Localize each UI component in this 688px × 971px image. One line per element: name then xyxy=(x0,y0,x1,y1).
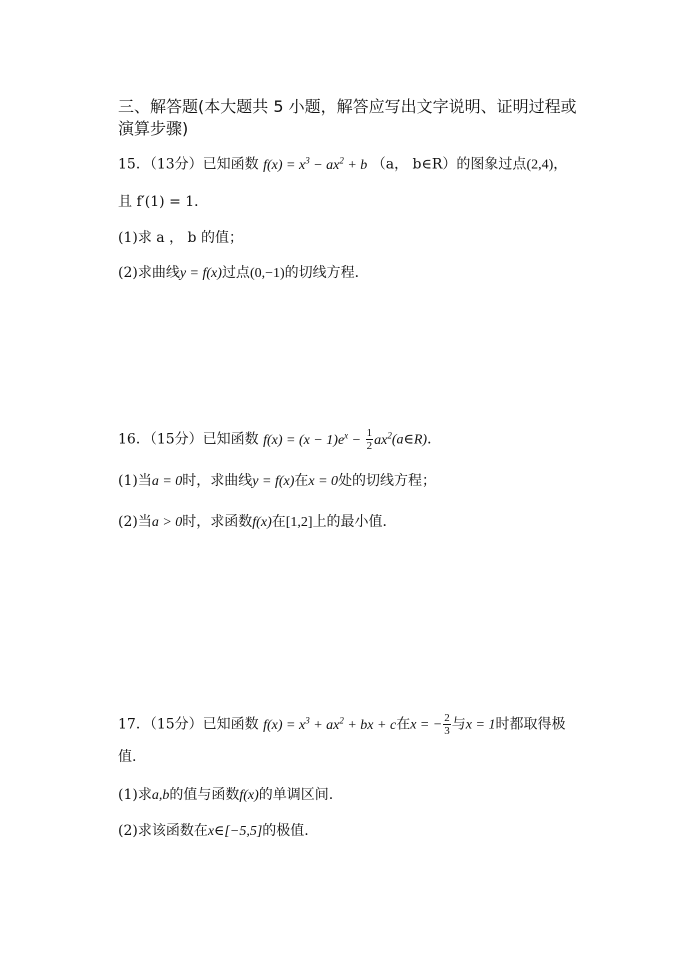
problem-15-part-2 xyxy=(118,264,369,283)
problem-15-condition: （a， b∈R）的图象过点 xyxy=(371,156,527,173)
problem-16-function: $f(x) = (x - 1)e^x$ − xyxy=(263,430,365,448)
problem-16-part-1-func: y = f(x) xyxy=(252,474,295,489)
problem-17-part-2-prefix: (2)求该函数在 xyxy=(118,823,208,839)
problem-17-x2: x = 1 xyxy=(465,717,496,733)
problem-15-part-2-mid: 过点 xyxy=(221,265,250,281)
problem-15-line2: 且 f′(1) = 1． xyxy=(118,194,209,210)
problem-15-part-2-end: 的切线方程． xyxy=(284,265,369,281)
section-title-line1: 三、解答题(本大题共 5 小题，解答应写出文字说明、证明过程或 xyxy=(118,97,577,116)
problem-16-number: 16．（15分） xyxy=(118,431,203,448)
problem-15-stem-prefix: 已知函数 xyxy=(202,156,259,173)
problem-17-part-1-mid: 的值与函数 xyxy=(169,787,240,803)
problem-17-function: $f(x) = x^3 + ax^2$ + bx + c xyxy=(263,715,397,733)
problem-17-fraction: $\frac{2}{3}$ xyxy=(444,712,450,738)
problem-15-part-2-point: (0,−1) xyxy=(249,266,285,281)
problem-17-part-1 xyxy=(118,786,333,805)
problem-17-line2: 值. xyxy=(118,749,137,765)
section-title-line2: 演算步骤) xyxy=(118,119,189,138)
problem-16-part-2-end: 上的最小值． xyxy=(312,514,397,530)
problem-15-stem xyxy=(118,151,567,175)
problem-17-part-1-vars: a,b xyxy=(151,788,170,803)
problem-17-part-2-cond: x∈[−5,5] xyxy=(207,824,263,839)
problem-17-part-2 xyxy=(118,822,309,841)
problem-16-part-2-interval: [1,2] xyxy=(285,515,313,530)
problem-16-part-2 xyxy=(118,513,397,532)
problem-17-stem xyxy=(118,711,565,737)
problem-16-part-1-end: 处的切线方程； xyxy=(338,473,437,489)
problem-16-part-2-cond: a > 0 xyxy=(151,515,183,530)
problem-16-stem-end: ． xyxy=(427,431,442,448)
section-title xyxy=(118,96,577,118)
problem-15-part-1-text: (1)求 a ， b 的值； xyxy=(118,230,243,246)
problem-15-point: (2,4) xyxy=(526,157,554,173)
problem-16-fraction: $\frac{1}{2}$ xyxy=(366,427,373,453)
problem-15-number: 15．（13分） xyxy=(118,156,203,173)
problem-16-part-1-prefix: (1)当 xyxy=(118,473,152,489)
problem-16-part-2-in: 在 xyxy=(271,514,286,530)
problem-17-and: 与 xyxy=(451,716,466,733)
problem-15-part-2-prefix: (2)求曲线 xyxy=(118,265,180,281)
problem-16-part-1-x: x = 0 xyxy=(308,474,339,489)
problem-15-part-1 xyxy=(118,229,243,247)
problem-16-part-2-prefix: (2)当 xyxy=(118,514,152,530)
problem-17-part-1-end: 的单调区间. xyxy=(258,787,334,803)
problem-16-part-1-mid: 时，求曲线 xyxy=(182,473,253,489)
problem-17-part-1-prefix: (1)求 xyxy=(118,787,152,803)
problem-16-condition: (a∈R) xyxy=(391,432,428,448)
problem-17-x1: x = − xyxy=(410,717,443,733)
problem-16-part-1 xyxy=(118,472,436,491)
problem-17-at: 在 xyxy=(396,716,411,733)
problem-17-part-1-func: f(x) xyxy=(239,788,259,803)
problem-16-stem xyxy=(118,426,441,452)
problem-16-stem-prefix: 已知函数 xyxy=(202,431,259,448)
problem-15-stem-end: ， xyxy=(553,156,568,173)
problem-15-condition-line xyxy=(118,193,208,211)
problem-17-stem-cont xyxy=(118,748,136,766)
problem-15-part-2-curve: y = f(x) xyxy=(179,266,222,281)
problem-17-part-2-end: 的极值. xyxy=(262,823,309,839)
problem-16-part-1-at: 在 xyxy=(294,473,309,489)
problem-16-part-2-mid: 时，求函数 xyxy=(182,514,253,530)
problem-16-part-1-cond: a = 0 xyxy=(151,474,183,489)
problem-17-stem-prefix: 已知函数 xyxy=(202,716,259,733)
problem-16-part-2-func: f(x) xyxy=(252,515,272,530)
problem-16-function-tail: $ax^2$ xyxy=(374,430,392,448)
problem-17-number: 17．（15分） xyxy=(118,716,203,733)
problem-17-stem-end: 时都取得极 xyxy=(495,716,566,733)
problem-15-function: $f(x) = x^3 - ax^2 + b$ xyxy=(263,155,368,173)
section-title-cont xyxy=(118,118,188,140)
